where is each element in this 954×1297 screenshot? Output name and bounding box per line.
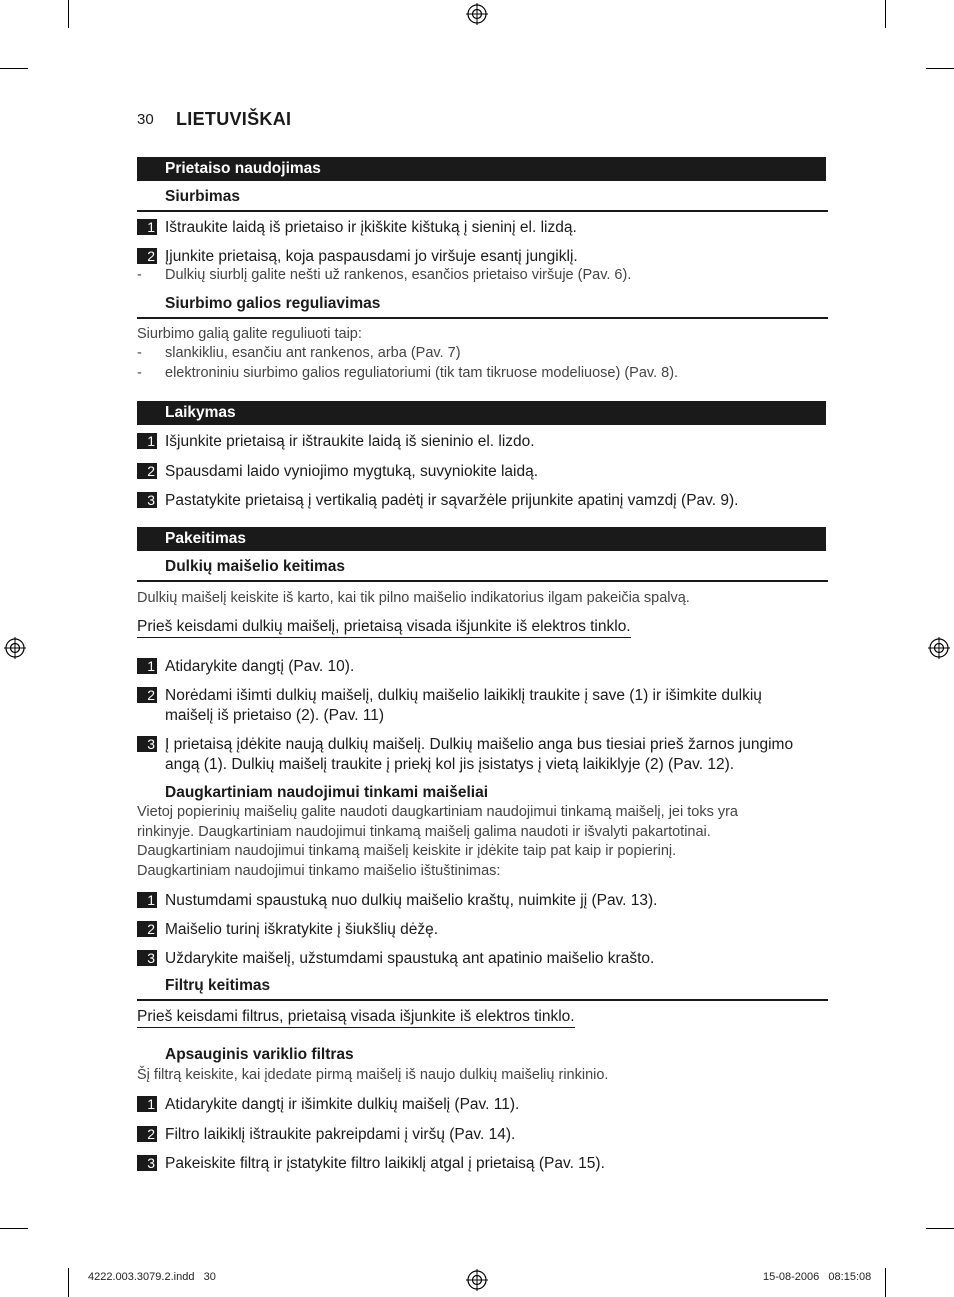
note-text: Dulkių siurblį galite nešti už rankenos, esančios prietaiso viršuje (Pav. 6).	[165, 267, 632, 283]
registration-mark-icon	[4, 637, 26, 659]
step-item	[137, 1125, 827, 1145]
body-line: Daugkartiniam naudojimui tinkamo maišelio ištuštinimas:	[137, 863, 501, 879]
divider	[137, 317, 828, 319]
step-number: 3	[137, 492, 157, 508]
subsection-title: Daugkartiniam naudojimui tinkami maišeliai	[165, 784, 489, 801]
step-text: Atidarykite dangtį (Pav. 10).	[165, 658, 355, 675]
section-title: Pakeitimas	[165, 530, 246, 547]
footer-datetime: 15-08-2006 08:15:08	[763, 1271, 872, 1283]
step-number: 3	[137, 950, 157, 966]
step-number: 1	[137, 892, 157, 908]
subsection-title: Siurbimo galios reguliavimas	[165, 295, 381, 312]
step-text: Filtro laikiklį ištraukite pakreipdami į viršų (Pav. 14).	[165, 1126, 516, 1143]
section-bar-storage	[137, 401, 826, 425]
registration-mark-icon	[466, 1269, 488, 1291]
step-item	[137, 657, 827, 677]
subsection-title: Apsauginis variklio filtras	[165, 1046, 354, 1063]
crop-mark	[885, 1268, 886, 1297]
step-text: Spausdami laido vyniojimo mygtuką, suvyniokite laidą.	[165, 463, 539, 480]
step-text: Uždarykite maišelį, užstumdami spaustuką ant apatinio maišelio krašto.	[165, 950, 655, 967]
body-line: Vietoj popierinių maišelių galite naudoti daugkartiniam naudojimui tinkamą maišelį, jei toks yra	[137, 804, 738, 820]
divider	[137, 210, 828, 212]
divider	[137, 580, 828, 582]
crop-mark	[68, 0, 69, 28]
section-title: Laikymas	[165, 404, 236, 421]
step-text: Norėdami išimti dulkių maišelį, dulkių maišelio laikiklį traukite į save (1) ir išimkite dulkių maišelį iš prietaiso (2). (Pav. 11)	[165, 687, 762, 724]
crop-mark	[68, 1268, 69, 1297]
step-number: 1	[137, 219, 157, 235]
registration-mark-icon	[466, 3, 488, 25]
step-number: 1	[137, 1096, 157, 1112]
dash: -	[137, 365, 142, 381]
body-text: Šį filtrą keiskite, kai įdedate pirmą maišelį iš naujo dulkių maišelių rinkinio.	[137, 1067, 609, 1083]
subsection-title: Filtrų keitimas	[165, 977, 271, 994]
step-text: Pastatykite prietaisą į vertikalią padėtį ir sąvaržėle prijunkite apatinį vamzdį (Pav. 9).	[165, 492, 739, 509]
step-number: 1	[137, 433, 157, 449]
bullet-text: slankikliu, esančiu ant rankenos, arba (Pav. 7)	[165, 345, 461, 361]
step-item	[137, 920, 827, 940]
step-number: 2	[137, 463, 157, 479]
step-text: Įjunkite prietaisą, koja paspausdami jo viršuje esantį jungiklį.	[165, 248, 578, 265]
step-text: Ištraukite laidą iš prietaiso ir įkiškite kištuką į sieninį el. lizdą.	[165, 219, 577, 236]
crop-mark	[0, 1228, 28, 1229]
step-number: 2	[137, 687, 157, 703]
body-line: rinkinyje. Daugkartiniam naudojimui tinkamą maišelį galima naudoti ir išvalyti pakartotinai.	[137, 824, 711, 840]
subsection-title: Dulkių maišelio keitimas	[165, 558, 346, 575]
crop-mark	[885, 0, 886, 28]
warning-text: Prieš keisdami dulkių maišelį, prietaisą visada išjunkite iš elektros tinklo.	[137, 618, 631, 638]
step-item	[137, 432, 827, 452]
step-item	[137, 247, 827, 267]
step-item	[137, 891, 827, 911]
crop-mark	[926, 68, 954, 69]
step-text: Pakeiskite filtrą ir įstatykite filtro laikiklį atgal į prietaisą (Pav. 15).	[165, 1155, 605, 1172]
body-line: Daugkartiniam naudojimui tinkamą maišelį keiskite ir įdėkite taip pat kaip ir popierinį.	[137, 843, 677, 859]
section-title: Prietaiso naudojimas	[165, 160, 321, 177]
body-text: Dulkių maišelį keiskite iš karto, kai tik pilno maišelio indikatorius ilgam pakeičia spalvą.	[137, 590, 690, 606]
section-bar-replacement	[137, 527, 826, 551]
step-text: Nustumdami spaustuką nuo dulkių maišelio kraštų, nuimkite jį (Pav. 13).	[165, 892, 658, 909]
crop-mark	[926, 1228, 954, 1229]
step-item	[137, 218, 827, 238]
page-number: 30	[137, 111, 154, 128]
step-item	[137, 686, 797, 725]
bullet-text: elektroniniu siurbimo galios reguliatoriumi (tik tam tikruose modeliuose) (Pav. 8).	[165, 365, 679, 381]
step-number: 2	[137, 921, 157, 937]
footer-filename: 4222.003.3079.2.indd 30	[88, 1271, 216, 1283]
step-number: 1	[137, 658, 157, 674]
crop-mark	[0, 68, 28, 69]
step-item	[137, 949, 827, 969]
step-number: 2	[137, 1126, 157, 1142]
step-item	[137, 462, 827, 482]
step-item	[137, 491, 827, 511]
page-language-title: LIETUVIŠKAI	[176, 109, 292, 129]
step-text: Maišelio turinį iškratykite į šiukšlių dėžę.	[165, 921, 439, 938]
step-item	[137, 1154, 827, 1174]
step-text: Atidarykite dangtį ir išimkite dulkių maišelį (Pav. 11).	[165, 1096, 520, 1113]
step-number: 3	[137, 736, 157, 752]
section-bar-use	[137, 157, 826, 181]
body-text: Siurbimo galią galite reguliuoti taip:	[137, 326, 362, 342]
step-text: Išjunkite prietaisą ir ištraukite laidą iš sieninio el. lizdo.	[165, 433, 535, 450]
step-text: Į prietaisą įdėkite naują dulkių maišelį. Dulkių maišelio anga bus tiesiai prieš žarnos jungimo angą (1). Dulkių maišelį traukite į priekį kol jis įsistatys į vietą laikiklyje (2) (Pav. 12).	[165, 736, 794, 773]
subsection-title: Siurbimas	[165, 188, 240, 205]
step-number: 2	[137, 248, 157, 264]
step-number: 3	[137, 1155, 157, 1171]
step-item	[137, 1095, 827, 1115]
dash: -	[137, 267, 142, 283]
step-item	[137, 735, 827, 774]
warning-text: Prieš keisdami filtrus, prietaisą visada išjunkite iš elektros tinklo.	[137, 1008, 575, 1028]
registration-mark-icon	[928, 637, 950, 659]
dash: -	[137, 345, 142, 361]
divider	[137, 999, 828, 1001]
